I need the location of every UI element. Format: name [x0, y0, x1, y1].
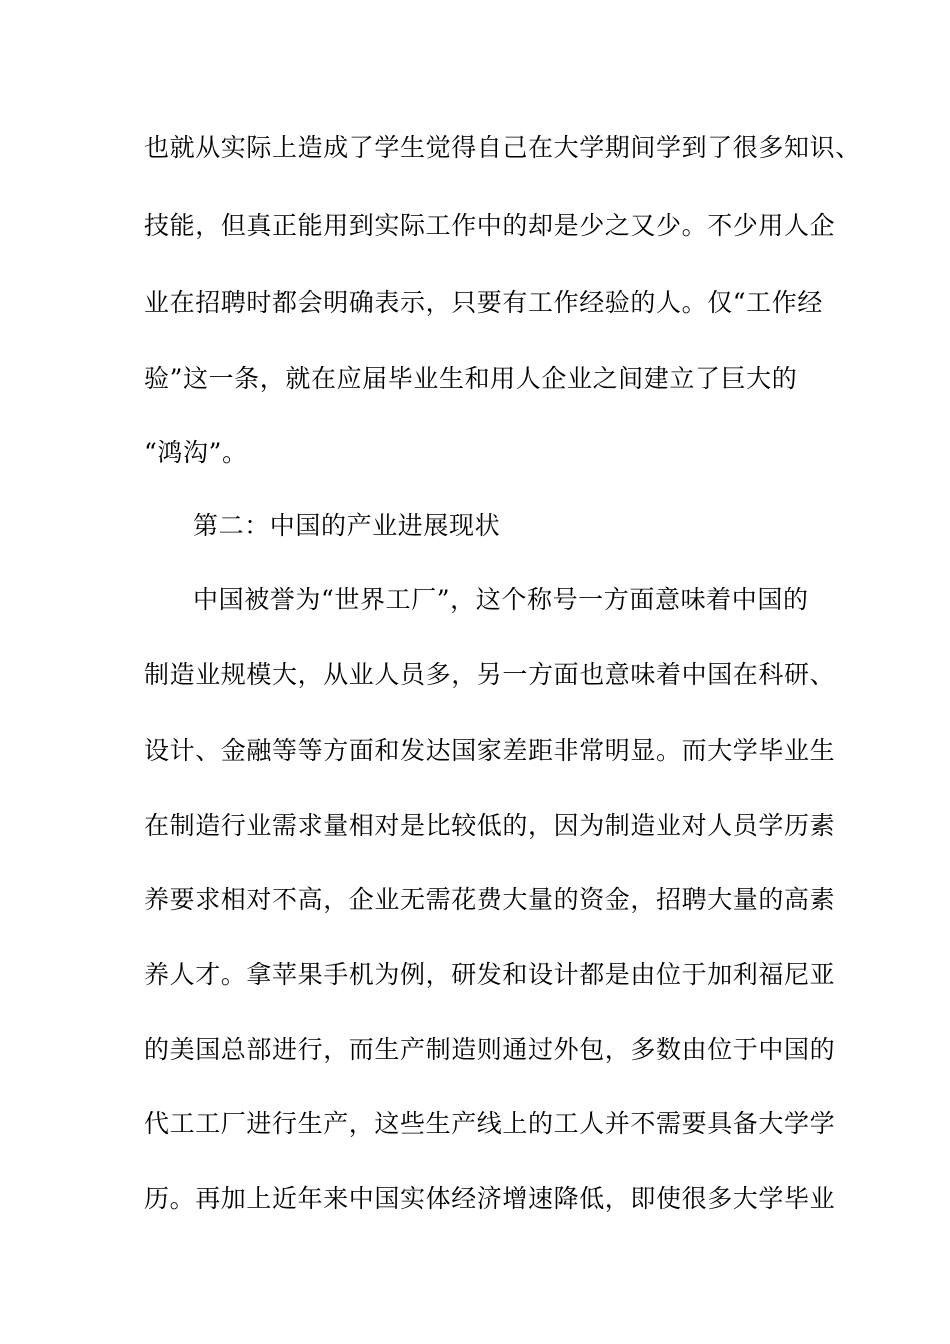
section-heading: 第二：中国的产业进展现状 — [193, 511, 501, 540]
text-line: 养人才。拿苹果手机为例，研发和设计都是由位于加利福尼亚 — [144, 960, 836, 989]
text-line: “鸿沟”。 — [144, 438, 248, 467]
text-line: 在制造行业需求量相对是比较低的，因为制造业对人员学历素 — [144, 811, 836, 840]
text-line: 技能，但真正能用到实际工作中的却是少之又少。不少用人企 — [144, 211, 836, 240]
text-line: 也就从实际上造成了学生觉得自己在大学期间学到了很多知识、 — [144, 133, 861, 162]
text-line: 代工工厂进行生产，这些生产线上的工人并不需要具备大学学 — [144, 1109, 836, 1138]
text-line: 的美国总部进行，而生产制造则通过外包，多数由位于中国的 — [144, 1035, 836, 1064]
text-line: 历。再加上近年来中国实体经济增速降低，即使很多大学毕业 — [144, 1184, 836, 1213]
text-line: 设计、金融等等方面和发达国家差距非常明显。而大学毕业生 — [144, 736, 836, 765]
text-line: 养要求相对不高，企业无需花费大量的资金，招聘大量的高素 — [144, 885, 836, 914]
text-line: 业在招聘时都会明确表示，只要有工作经验的人。仅“工作经 — [144, 288, 823, 317]
paragraph-first-line: 中国被誉为“世界工厂”，这个称号一方面意味着中国的 — [193, 585, 809, 614]
text-line: 验”这一条，就在应届毕业生和用人企业之间建立了巨大的 — [144, 364, 798, 393]
text-line: 制造业规模大，从业人员多，另一方面也意味着中国在科研、 — [144, 660, 836, 689]
